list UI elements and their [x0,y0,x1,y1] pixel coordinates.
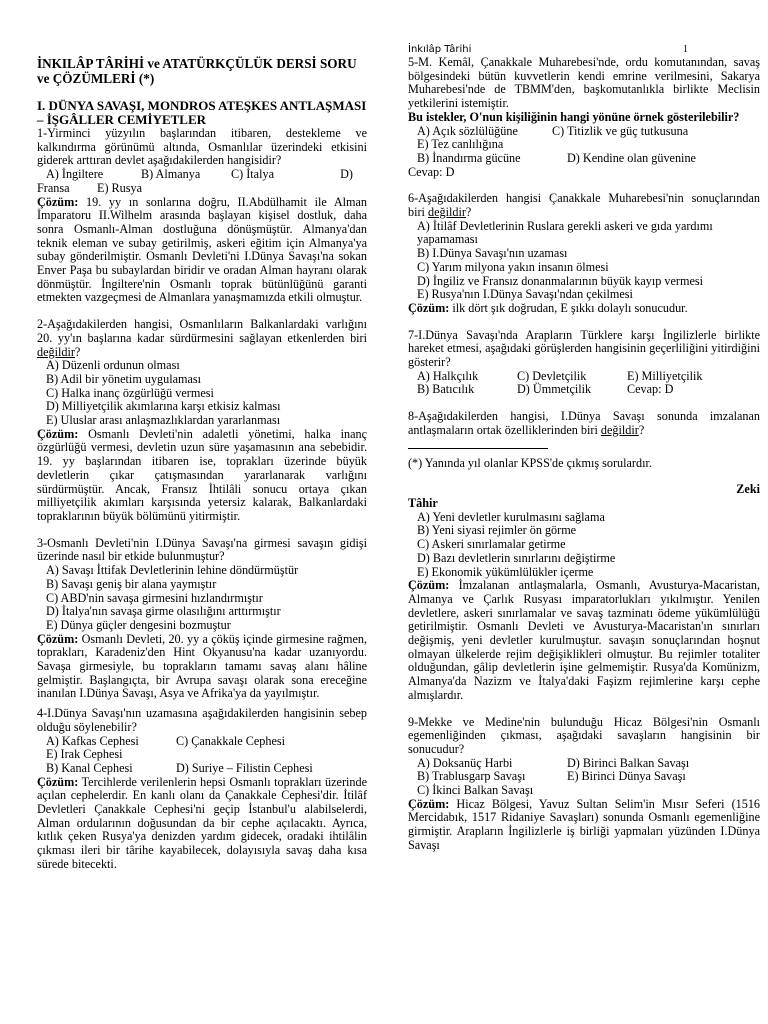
option-a: A) Doksanüç Harbi [417,755,513,770]
option-b: B) Kanal Cephesi [46,760,133,775]
question-8 [408,410,760,437]
solution-text: Tercihlerde verilenlerin hepsi Osmanlı toprakları üzerinde açılan cephelerdir. En kanlı olanı da Çanakkale Cephesi'dir. İtilâf Devletleri Çanakkale Cephesi'ni geçip İstanbul'u alabilselerdi, Alman ordularının doğusundan da bir cephe açılacaktı. Ayrıca, kıtlık çeken Rusya'ya denizden yardım gidecek, oradaki ihtilâlin çıkması ileri bir târihe kayabilecek, dolayısıyla savaş daha kısa sürede bitecekti. [37,774,367,871]
option-a: A) Açık sözlülüğüne [417,123,518,138]
footnote: (*) Yanında yıl olanlar KPSS'de çıkmış sorulardır. [408,455,652,470]
options-row [37,762,367,776]
option-b: B) I.Dünya Savaşı'nın uzaması [417,246,568,261]
option-e: E) Rusya [97,180,143,195]
question-text [408,410,760,437]
option-e: E) Uluslar arası anlaşmazlıklardan yararlanması [46,413,281,428]
question-text [37,318,367,359]
option-d: D) Bazı devletlerin sınırlarını değiştirme [417,550,616,565]
solution [408,302,760,316]
question-text: 9-Mekke ve Medine'nin bulunduğu Hicaz Bölgesi'nin Osmanlı egemenliğinden çıkması, aşağıdaki savaşların hangisinin bir sonucudur? [408,714,760,756]
option-c: C) Halka inanç özgürlüğü vermesi [46,385,214,400]
option-b: B) Batıcılık [417,382,475,397]
solution-label: Çözüm: [37,631,79,646]
option-d: D) İngiliz ve Fransız donanmalarının büyük kayıp vermesi [417,273,703,288]
option-b: B) İnandırma gücüne [417,150,521,165]
question-6 [408,192,760,315]
options-row [408,757,760,771]
answer: Cevap: D [408,164,455,179]
solution [37,196,367,306]
question-text: 1-Yirminci yüzyılın başlarından itibaren, destekleme ve kalkındırma görünümü altında, Osmanlılar üzerindeki etkisini giderek arttıran devlet aşağıdakilerden hangisidir? [37,126,367,168]
left-column [37,56,367,872]
options-row [408,152,760,166]
option-b: B) Adil bir yönetim uygulaması [46,371,202,386]
question-3 [37,537,367,701]
solution-text: İmzalanan antlaşmalarla, Osmanlı, Avusturya-Macaristan, Almanya ve Çarlık Rusyası imparatorlukları yıkılmıştır. Yenilen devletlere, askeri sınırlamalar ve savaş tazminatı ödeme yükümlülüğü getirilmiştir. Osmanlı Devleti ve Avusturya-Macaristan'ın sınırları değişmiş, yeni devletler kurulmuştur. savaşın sonuçlarından hoşnut olmayan ülkelerde rejim değişiklikleri olmuştur. Bu rejimler totaliter olduğundan, gâlip devletlerin işine gelmemiştir. Rusya'da Komünizm, Almanya'da Nazizm ve İtalya'daki Faşizm rejimlerine karşı cephe almışlardır. [408,578,760,702]
option-e: E) Birinci Dünya Savaşı [567,769,686,784]
options-row [37,748,367,762]
question-text-main: 6-Aşağıdakilerden hangisi Çanakkale Muharebesi'nin sonuçlarından biri [408,191,760,220]
option-c: C) Çanakkale Cephesi [176,733,285,748]
option-c: C) Titizlik ve güç tutkusuna [552,123,689,138]
question-mark: ? [74,344,81,359]
option-a: A) Kafkas Cephesi [46,733,139,748]
option-c: C) Devletçilik [517,368,587,383]
question-text-main: 8-Aşağıdakilerden hangisi, I.Dünya Savaşı sonunda imzalanan antlaşmaların ortak özelliklerinden biri [408,409,760,437]
option-d: D) Ümmetçilik [517,382,592,397]
question-text: 7-I.Dünya Savaşı'nda Arapların Türklere karşı İngilizlerle birlikte hareket etmesi, aşağıdaki görüşlerden hangisinin geçerliliğini yitirdiğini gösterir? [408,327,760,370]
question-2 [37,318,367,524]
option-e: E) Tez canlılığına [417,137,504,152]
options-row [408,383,760,397]
question-bold: Bu istekler, O'nun kişiliğinin hangi yönüne örnek gösterilebilir? [408,109,740,124]
solution-text: Osmanlı Devleti, 20. yy a çöküş içinde girmesine rağmen, toprakları, Karadeniz'den Hint Okyanusu'na kadar uzanıyordu. Savaşa girmesiyle, bu toprakların tamamı savaş alanı hâline gelmiştir. Başlangıçta, bir Avrupa savaşı olarak sona ereceğine inanılan I.Dünya Savaşı, Asya ve Afrika'ya da yayılmıştır. [37,631,367,701]
options-row [37,168,367,182]
options-row [408,784,760,798]
option-c: C) ABD'nin savaşa girmesini hızlandırmıştır [46,590,263,605]
question-text-main: 2-Aşağıdakilerden hangisi, Osmanlıların Balkanlardaki varlığını 20. yy'ın başlarına kadar sürdürmesini sağlayan etkenlerden biri [37,317,367,345]
option-b: B) Almanya [141,167,201,182]
option-d: D) Suriye – Filistin Cephesi [176,760,313,775]
solution-label: Çözüm: [408,578,450,593]
question-negation: değildir [37,344,75,359]
right-column [408,56,760,853]
question-text [408,192,760,219]
option-e: E) Dünya güçler dengesini bozmuştur [46,617,231,632]
solution-text: Osmanlı Devleti'nin adaletli yönetimi, halka inanç özgürlüğü vermesi, devletin uzun süre yaşamasının ana sebebidir. 19. yy başlarından itibaren ise, toprakları üzerinde büyük devletlerin çıkar çatışmasından yararlanarak varlığını sürdürmüştür. Ancak, Fransız İhtilâli sonucu ortaya çıkan milliyetçilik akımları karşısında yetersiz kalarak, Balkanlardaki topraklarının büyük bölümünü yitirmiştir. [37,426,368,523]
question-5 [408,56,760,179]
question-text: 5-M. Kemâl, Çanakkale Muharebesi'nde, ordu komutanından, savaş bölgesindeki bütün kuvvetlerin kendi emrine verilmesini, Sakarya Muharebesi'nde de TBMM'den, başkomutanlıkla birlikte Meclisin yetkilerini istemiştir. [408,55,760,111]
solution-label: Çözüm: [408,300,450,315]
author-name: Zeki [736,482,760,497]
option-b: B) Yeni siyasi rejimler ön görme [417,523,577,538]
question-9 [408,716,760,853]
solution-label: Çözüm: [37,426,79,441]
question-8-options [408,511,760,703]
footnote-divider [408,448,548,449]
solution [408,579,760,702]
option-d: D) Birinci Balkan Savaşı [567,755,690,770]
option-b: B) Savaşı geniş bir alana yaymıştır [46,576,217,591]
options-row [37,735,367,749]
section-title: I. DÜNYA SAVAŞI, MONDROS ATEŞKES ANTLAŞMASI – İŞGÂLLER CEMİYETLER [37,98,367,127]
option-a: A) Düzenli ordunun olması [46,358,180,373]
solution-label: Çözüm: [37,194,79,209]
question-text: 4-I.Dünya Savaşı'nın uzamasına aşağıdakilerden hangisinin sebep olduğu söylenebilir? [37,706,367,734]
author-surname: Tâhir [408,495,438,510]
option-a: A) İtilâf Devletlerinin Ruslara gerekli askeri ve gıda yardımı yapamaması [417,218,713,247]
option-c: C) Yarım milyona yakın insanın ölmesi [417,259,609,274]
option-b: B) Trablusgarp Savaşı [417,769,526,784]
option-e: E) Ekonomik yükümlülükler içerme [417,564,594,579]
option-d: D) Kendine olan güvenine [567,150,696,165]
option-d-letter: D) [340,167,353,182]
document-title: İNKILÂP TÂRİHİ ve ATATÜRKÇÜLÜK DERSİ SORU ve ÇÖZÜMLERİ (*) [37,56,357,86]
option-c: C) Askeri sınırlamalar getirme [417,537,566,552]
option-a: A) Halkçılık [417,368,479,383]
option-a: A) Savaşı İttifak Devletlerinin lehine döndürmüştür [46,563,299,578]
question-text: 3-Osmanlı Devleti'nin I.Dünya Savaşı'na girmesi savaşın gidişi üzerinde nasıl bir etkide bulunmuştur? [37,535,367,564]
question-mark: ? [638,422,645,437]
option-d: D) İtalya'nın savaşa girme olasılığını arttırmıştır [46,604,281,619]
option-a: A) İngiltere [46,167,104,182]
option-e: E) Rusya'nın I.Dünya Savaşı'ndan çekilmesi [417,287,633,302]
solution [37,428,367,524]
question-negation: değildir [427,205,466,220]
solution-text: Hicaz Bölgesi, Yavuz Sultan Selim'in Mısır Seferi (1516 Mercidabık, 1517 Ridaniye Savaşları) sonunda Osmanlı egemenliğine girmiştir. Arapların İngilizlerle iş birliği yapmaları yüzünden I.Dünya Savaşı [408,796,761,852]
solution [37,633,367,702]
question-4 [37,707,367,871]
question-mark: ? [465,205,472,220]
solution-label: Çözüm: [37,774,79,789]
option-d: D) Milliyetçilik akımlarına karşı etkisiz kalması [46,399,281,414]
solution-text: ilk dört şık doğrudan, E şıkkı dolaylı sonucudur. [452,300,688,315]
options-row [408,370,760,384]
solution-text: 19. yy ın sonlarına doğru, II.Abdülhamit ile Alman İmparatoru II.Wilhelm arasında başlayan kişisel dostluk, daha sonra Osmanlı-Alman dostluğuna dönüşmüştür. Almanya'dan teknik eleman ve subay getirilmiş, askeri eğitim için Almanya'ya subay gönderilmiştir. Osmanlı Devleti'ni I.Dünya Savaşı'na sokan Enver Paşa bu subaylardan biridir ve oradan Alman hayranı olarak dönmüştür. İngiltere'nin Osmanlı toprak bütünlüğünü garanti etmekten vazgeçmesi de Almanlara yanaşmamızda etkili olmuştur. [37,194,368,305]
question-7 [408,329,760,398]
options-row [408,770,760,784]
solution-label: Çözüm: [408,796,450,811]
option-e: E) Irak Cephesi [46,747,123,762]
answer: Cevap: D [627,382,674,397]
option-a: A) Yeni devletler kurulmasını sağlama [417,509,605,524]
solution [37,776,367,872]
question-1 [37,127,367,305]
options-row [408,125,760,139]
option-c: C) İkinci Balkan Savaşı [417,783,534,798]
option-d-text: Fransa [37,180,70,195]
solution [408,798,760,853]
options-row [408,138,760,152]
option-e: E) Milliyetçilik [627,368,703,383]
question-negation: değildir [600,422,639,437]
page-number: 1 [683,44,688,55]
option-c: C) İtalya [231,167,274,182]
header-subject: İnkılâp Târihi [408,44,472,55]
options-row [37,182,367,196]
